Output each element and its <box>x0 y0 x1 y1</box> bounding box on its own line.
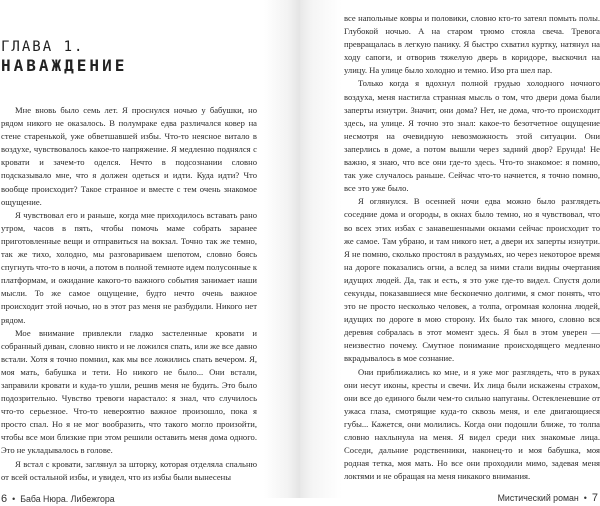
paragraph: Мое внимание привлекли гладко застеленные кровати и собранный диван, словно никто и не ложился спать, или же все давно встали. Хотя я точно помнил, как мы все ложились спать вечером. Я, моя мать, бабушка и тети. Но никого не было... Они встали, заправили кровати и куда-то ушли, решив меня не будить. Это было подозрительно. Чувство тревоги нарастало: я знал, что случилось что-то серьезное. Что-то невероятно важное произошло, пока я просто спал. Но я не мог вообразить, что такого могло произойти, чтобы все мои близкие при этом решили оставить меня дома одного. Это не укладывалось в голове. <box>1 327 257 456</box>
left-page <box>0 0 300 505</box>
left-page-body <box>1 104 257 484</box>
chapter-heading <box>1 38 257 76</box>
left-page-column <box>1 0 257 505</box>
page-number: 7 <box>591 492 598 505</box>
right-page-column <box>344 0 600 505</box>
spacer <box>344 483 600 491</box>
paragraph: Они приближались ко мне, и я уже мог разглядеть, что в руках они несут иконы, кресты и свечи. Их лица были искажены страхом, они все до единого были чем-то сильно напуганы. Остекленевшие от ужаса глаза, смотрящие куда-то сквозь меня, и еле двигающиеся губы... Кажется, они молились. Когда они подошли ближе, то толпа словно нахлынула на меня. Я видел среди них знакомые лица. Соседи, дальние родственники, наконец-то и моя бабушка, моя родная тетка, моя мать. Но все они проходили мимо, задевая меня локтями и не обращая на меня никакого внимания. <box>344 366 600 482</box>
right-page <box>300 0 600 505</box>
right-page-footer <box>344 491 600 505</box>
paragraph: все напольные ковры и половики, словно кто-то затеял помыть полы. Глубокой ночью. А на старом трюмо стояла свеча. Тревога превращалась в легкую панику. Я быстро схватил куртку, натянул на ходу сапоги, и отворив тяжелую дверь в коридоре, выскочил на улицу. На улице было холодно и темно. Изо рта шел пар. <box>344 13 600 76</box>
paragraph: Мне вновь было семь лет. Я проснулся ночью у бабушки, но рядом никого не оказалось. В полумраке едва различался ковер на стене старенькой, уже обветшавшей избы. Что-то неясное витало в воздухе, чувствовалось какое-то напряжение. Я медленно поднялся с кровати и зачем-то оделся. Нечто в подсознании словно подсказывало мне, что я должен одеться и идти. Куда идти? Что вообще происходит? Такое странное и вместе с тем очень знакомое ощущение. <box>1 105 257 207</box>
page-number: 6 <box>1 492 8 505</box>
chapter-title: НАВАЖДЕНИЕ <box>1 56 128 75</box>
spacer <box>1 484 257 492</box>
paragraph: Я чувствовал его и раньше, когда мне приходилось вставать рано утром, часов в пять, чтобы помочь маме собрать заранее приготовленные вещи и отправиться на вокзал. Точно так же темно, так же тихо, холодно, мы разговариваем шепотом, словно боясь спугнуть что-то в ночи, а потом в полной темноте идем полусонные к платформам, и ожидание какого-то важного события занимает наши мысли. То же самое ощущение, будто нечто очень важное происходит этой ночью, но в этот раз меня не разбудили. Никого нет рядом. <box>1 209 257 325</box>
paragraph: Только когда я вдохнул полной грудью холодного ночного воздуха, меня настигла странная мысль о том, что двери дома были заперты изнутри. Значит, они дома? Нет, не дома, что-то происходит здесь, на улице. Я точно это знал: какое-то безотчетное ощущение несмотря на очевидную невозможность этой ситуации. Они заперлись в доме, а потом вышли через задний двор? Ерунда! Не важно, я знаю, что все они где-то здесь. Что-то знакомое: я помню, так уже случалось раньше. Сейчас что-то начнется, я точно помню, все это уже было. <box>344 78 600 194</box>
chapter-label: ГЛАВА 1. <box>1 39 85 55</box>
paragraph: Я встал с кровати, заглянул за шторку, которая отделяла спальню от всей остальной избы, и увидел, что из избы были вынесены <box>1 458 257 482</box>
bullet-separator: • <box>583 493 587 504</box>
paragraph: Я оглянулся. В осенней ночи едва можно было разглядеть соседние дома и огороды, в окнах было темно, но я чувствовал, что во всех этих избах с занавешенными окнами сейчас происходит то же самое. Там убрано, и там никого нет, а двери их заперты изнутри. Я не помню, сколько простоял в раздумьях, но через некоторое время на дороге показались огни, а вслед за ними стали видны очертания идущих людей. Да, так и есть, я это уже где-то видел. Спустя доли секунды, показавшиеся мне бесконечно долгими, я смог понять, что это не просто несколько человек, а толпа, огромная колонна людей, идущих по дороге в мою сторону. Их было так много, словно вся деревня собралась в этот момент здесь. Я был в этом уверен — неизвестно почему. Смутное понимание происходящего медленно вкрадывалось в мое сознание. <box>344 196 600 364</box>
left-page-footer <box>1 492 257 506</box>
running-title: Мистический роман <box>497 493 579 504</box>
running-title: Баба Нюра. Либежгора <box>20 493 115 504</box>
bullet-separator: • <box>12 493 16 504</box>
right-page-body <box>344 12 600 483</box>
